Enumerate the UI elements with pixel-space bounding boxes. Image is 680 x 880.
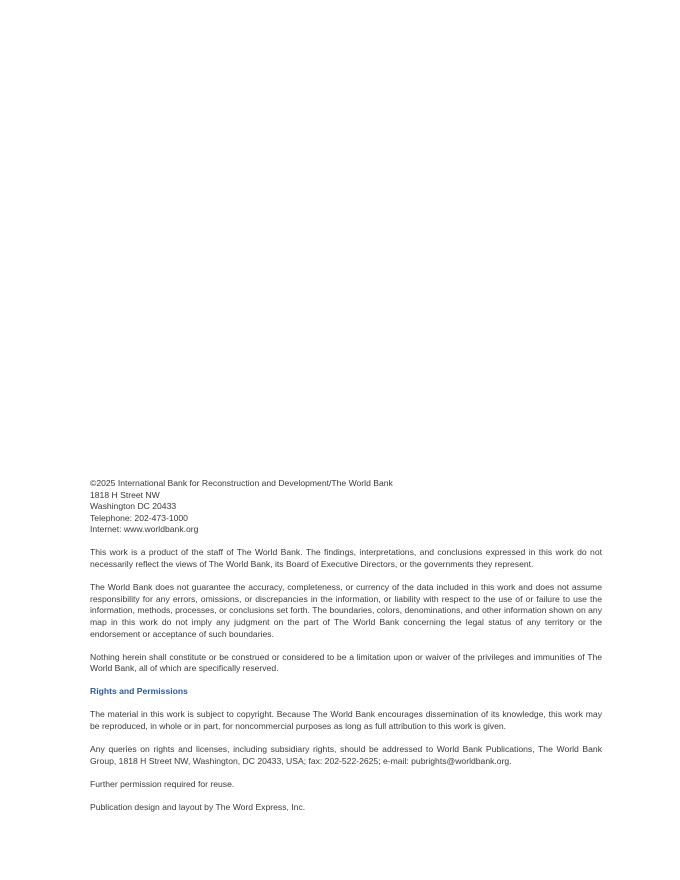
internet-line: Internet: www.worldbank.org (90, 524, 199, 535)
telephone-line: Telephone: 202-473-1000 (90, 512, 188, 523)
design-credit: Publication design and layout by The Word Express, Inc. (90, 801, 306, 812)
city-address: Washington DC 20433 (90, 501, 177, 512)
street-address: 1818 H Street NW (90, 489, 160, 500)
staff-product-disclaimer: This work is a product of the staff of The World Bank. The findings, interpretations, and conclusions expressed in this work do not necessarily reflect the views of The World Bank, its Board of Executive Directors, or the governments they represent. (90, 547, 602, 570)
further-permission: Further permission required for reuse. (90, 778, 235, 789)
rights-heading: Rights and Permissions (90, 686, 188, 697)
accuracy-disclaimer: The World Bank does not guarantee the accuracy, completeness, or currency of the data included in this work and does not assume responsibility for any errors, omissions, or discrepancies in the information, or liability with respect to the use of or failure to use the information, methods, processes, or conclusions set forth. The boundaries, colors, denominations, and other information shown on any map in this work do not imply any judgment on the part of The World Bank concerning the legal status of any territory or the endorsement or acceptance of such boundaries. (90, 582, 602, 639)
address-block (90, 478, 602, 536)
colophon-block (90, 478, 602, 825)
rights-queries: Any queries on rights and licenses, including subsidiary rights, should be addressed to World Bank Publications, The World Bank Group, 1818 H Street NW, Washington, DC 20433, USA; fax: 202-522-2625; e-mail: pubrights@worldbank.org. (90, 744, 602, 766)
immunities-disclaimer: Nothing herein shall constitute or be construed or considered to be a limitation upon or waiver of the privileges and immunities of The World Bank, all of which are specifically reserved. (90, 651, 602, 674)
rights-copyright-text: The material in this work is subject to copyright. Because The World Bank encourages dissemination of its knowledge, this work may be reproduced, in whole or in part, for noncommercial purposes as long as full attribution to this work is given. (90, 709, 602, 731)
copyright-line: ©2025 International Bank for Reconstruction and Development/The World Bank (90, 478, 393, 488)
